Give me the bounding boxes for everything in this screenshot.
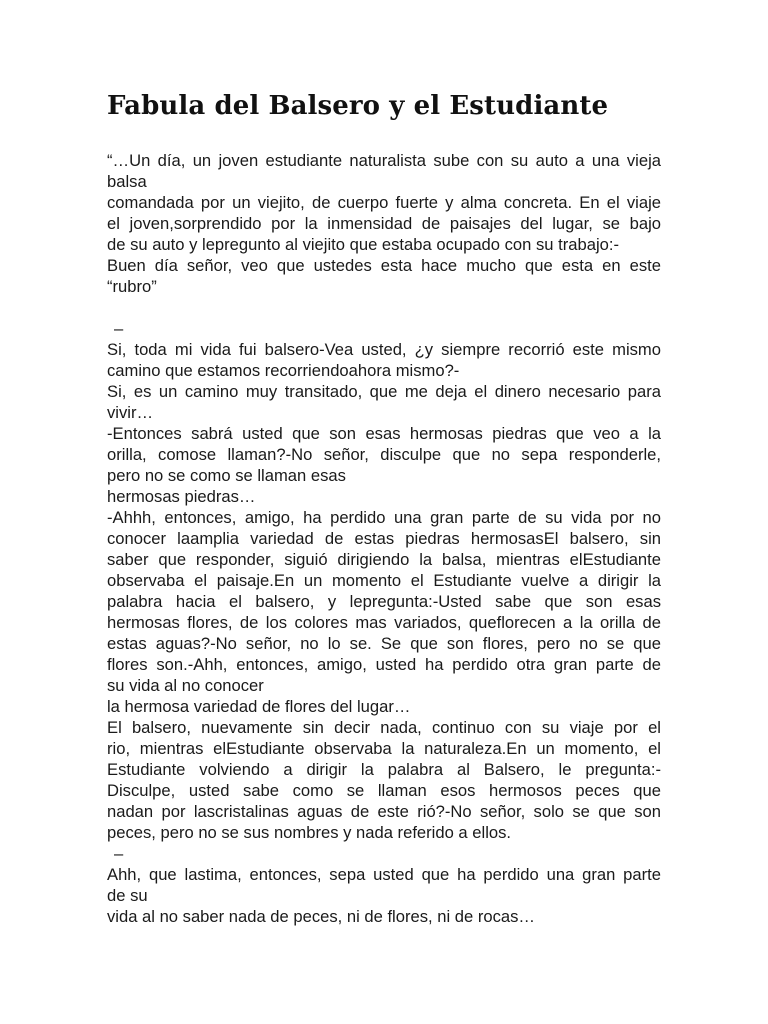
document-title: Fabula del Balsero y el Estudiante	[107, 91, 609, 121]
text-line: saber que responder, siguió dirigiendo la balsa, mientras elEstudiante	[107, 550, 661, 569]
text-line: Ahh, que lastima, entonces, sepa usted que ha perdido una gran parte	[107, 865, 661, 884]
text-line: hermosas piedras…	[107, 487, 256, 506]
text-line: vida al no saber nada de peces, ni de flores, ni de rocas…	[107, 907, 536, 926]
text-line: “…Un día, un joven estudiante naturalista sube con su auto a una vieja	[107, 151, 661, 170]
text-line: de su	[107, 886, 148, 905]
text-line: nadan por lascristalinas aguas de este rió?-No señor, solo se que son	[107, 802, 661, 821]
text-line: El balsero, nuevamente sin decir nada, continuo con su viaje por el	[107, 718, 661, 737]
text-line: pero no se como se llaman esas	[107, 466, 346, 485]
text-line: el joven,sorprendido por la inmensidad de paisajes del lugar, se bajo	[107, 214, 661, 233]
text-line: camino que estamos recorriendoahora mismo?-	[107, 361, 460, 380]
text-line: -Entonces sabrá usted que son esas hermosas piedras que veo a la	[107, 424, 661, 443]
dialogue-dash: –	[114, 319, 124, 338]
document-body	[107, 150, 661, 927]
text-line: comandada por un viejito, de cuerpo fuerte y alma concreta. En el viaje	[107, 193, 661, 212]
text-line: palabra hacia el balsero, y lepregunta:-Usted sabe que son esas	[107, 592, 661, 611]
text-line: rio, mientras elEstudiante observaba la naturaleza.En un momento, el	[107, 739, 661, 758]
text-line: Disculpe, usted sabe como se llaman esos hermosos peces que	[107, 781, 661, 800]
text-line: orilla, comose llaman?-No señor, disculpe que no sepa responderle,	[107, 445, 661, 464]
text-line: estas aguas?-No señor, no lo se. Se que son flores, pero no se que	[107, 634, 661, 653]
text-line: balsa	[107, 172, 147, 191]
text-line: hermosas flores, de los colores mas variados, queflorecen a la orilla de	[107, 613, 661, 632]
text-line: Buen día señor, veo que ustedes esta hace mucho que esta en este	[107, 256, 661, 275]
text-line: peces, pero no se sus nombres y nada referido a ellos.	[107, 823, 512, 842]
paragraph-gap	[107, 297, 661, 318]
text-line: -Ahhh, entonces, amigo, ha perdido una gran parte de su vida por no	[107, 508, 661, 527]
text-line: de su auto y lepregunto al viejito que estaba ocupado con su trabajo:-	[107, 235, 619, 254]
text-line: su vida al no conocer	[107, 676, 264, 695]
text-line: Si, toda mi vida fui balsero-Vea usted, ¿y siempre recorrió este mismo	[107, 340, 661, 359]
dialogue-dash: –	[114, 844, 124, 863]
text-line: Si, es un camino muy transitado, que me deja el dinero necesario para	[107, 382, 661, 401]
text-line: vivir…	[107, 403, 154, 422]
text-line: conocer laamplia variedad de estas piedras hermosasEl balsero, sin	[107, 529, 661, 548]
text-line: Estudiante volviendo a dirigir la palabra al Balsero, le pregunta:-	[107, 760, 661, 779]
text-line: observaba el paisaje.En un momento el Estudiante vuelve a dirigir la	[107, 571, 661, 590]
text-line: “rubro”	[107, 277, 157, 296]
text-line: la hermosa variedad de flores del lugar…	[107, 697, 411, 716]
text-line: flores son.-Ahh, entonces, amigo, usted ha perdido otra gran parte de	[107, 655, 661, 674]
